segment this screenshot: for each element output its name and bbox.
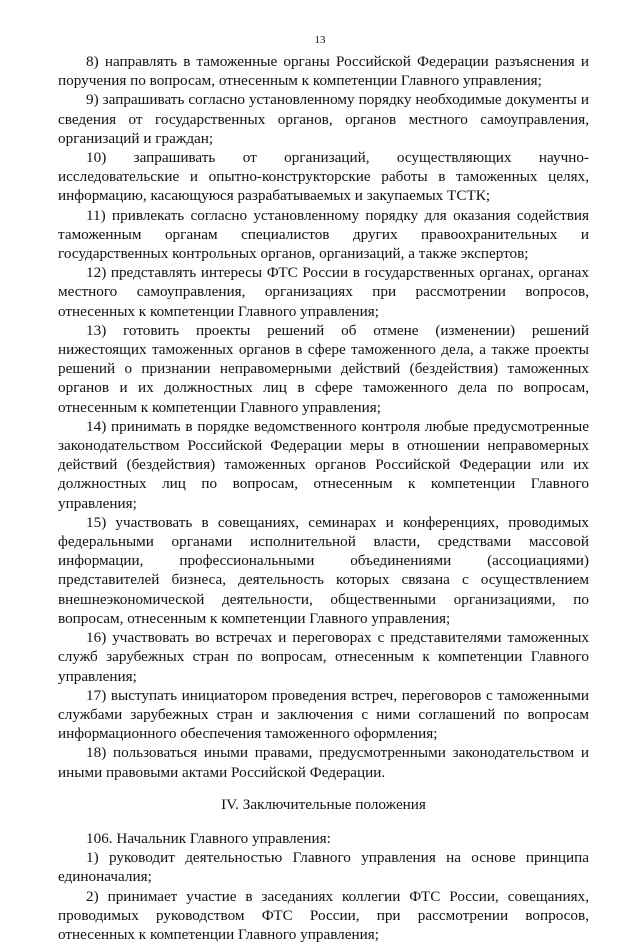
page-number: 13 <box>314 34 326 46</box>
paragraph-clause-106: 106. Начальник Главного управления: <box>86 829 331 847</box>
paragraph-item-10: 10) запрашивать от организаций, осуществляющих научно-исследовательские и опытно-конструкторские работы в таможенных целях, информацию, касающуюся разрабатываемых и закупаемых ТСТК; <box>58 149 589 205</box>
paragraph-item-12: 12) представлять интересы ФТС России в государственных органах, органах местного самоуправления, организациях при рассмотрении вопросов, отнесенных к компетенции Главного управления; <box>58 264 589 320</box>
paragraph-item-16: 16) участвовать во встречах и переговорах с представителями таможенных служб зарубежных стран по вопросам, отнесенным к компетенции Главного управления; <box>58 629 589 685</box>
paragraph-duty-1: 1) руководит деятельностью Главного управления на основе принципа единоначалия; <box>58 849 589 886</box>
document-body <box>58 52 589 944</box>
paragraph-duty-2: 2) принимает участие в заседаниях коллегии ФТС России, совещаниях, проводимых руководством ФТС России, при рассмотрении вопросов, отнесенных к компетенции Главного управления; <box>58 887 589 943</box>
paragraph-item-15: 15) участвовать в совещаниях, семинарах и конференциях, проводимых федеральными органами исполнительной власти, средствами массовой информации, профессиональными объединениями (ассоциациями) представителей бизнеса, деятельность которых связана с осуществлением внешнеэкономической деятельности, общественными организациями, по вопросам, отнесенным к компетенции Главного управления; <box>58 513 589 627</box>
paragraph-item-18: 18) пользоваться иными правами, предусмотренными законодательством и иными правовыми актами Российской Федерации. <box>58 744 589 781</box>
paragraph-item-11: 11) привлекать согласно установленному порядку для оказания содействия таможенным органам специалистов других правоохранительных и государственных контрольных органов, организаций, а также экспертов; <box>58 206 589 263</box>
paragraph-item-13: 13) готовить проекты решений об отмене (изменении) решений нижестоящих таможенных органов в сфере таможенного дела, а также проекты решений о признании неправомерными действий (бездействия) таможенных органов и их должностных лиц в сфере таможенного дела по вопросам, отнесенным к компетенции Главного управления; <box>58 321 589 416</box>
paragraph-item-9: 9) запрашивать согласно установленному порядку необходимые документы и сведения от государственных органов, органов местного самоуправления, организаций и граждан; <box>58 91 589 147</box>
paragraph-item-8: 8) направлять в таможенные органы Российской Федерации разъяснения и поручения по вопросам, отнесенным к компетенции Главного управления; <box>58 53 589 90</box>
section-heading: IV. Заключительные положения <box>221 795 426 813</box>
paragraph-item-17: 17) выступать инициатором проведения встреч, переговоров с таможенными службами зарубежных стран и заключения с ними соглашений по вопросам информационного обеспечения таможенного оформления; <box>58 686 589 743</box>
paragraph-item-14: 14) принимать в порядке ведомственного контроля любые предусмотренные законодательством Российской Федерации меры в отношении неправомерных действий (бездействия) таможенных органов Российской Федерации или их должностных лиц по вопросам, отнесенным к компетенции Главного управления; <box>58 417 589 512</box>
